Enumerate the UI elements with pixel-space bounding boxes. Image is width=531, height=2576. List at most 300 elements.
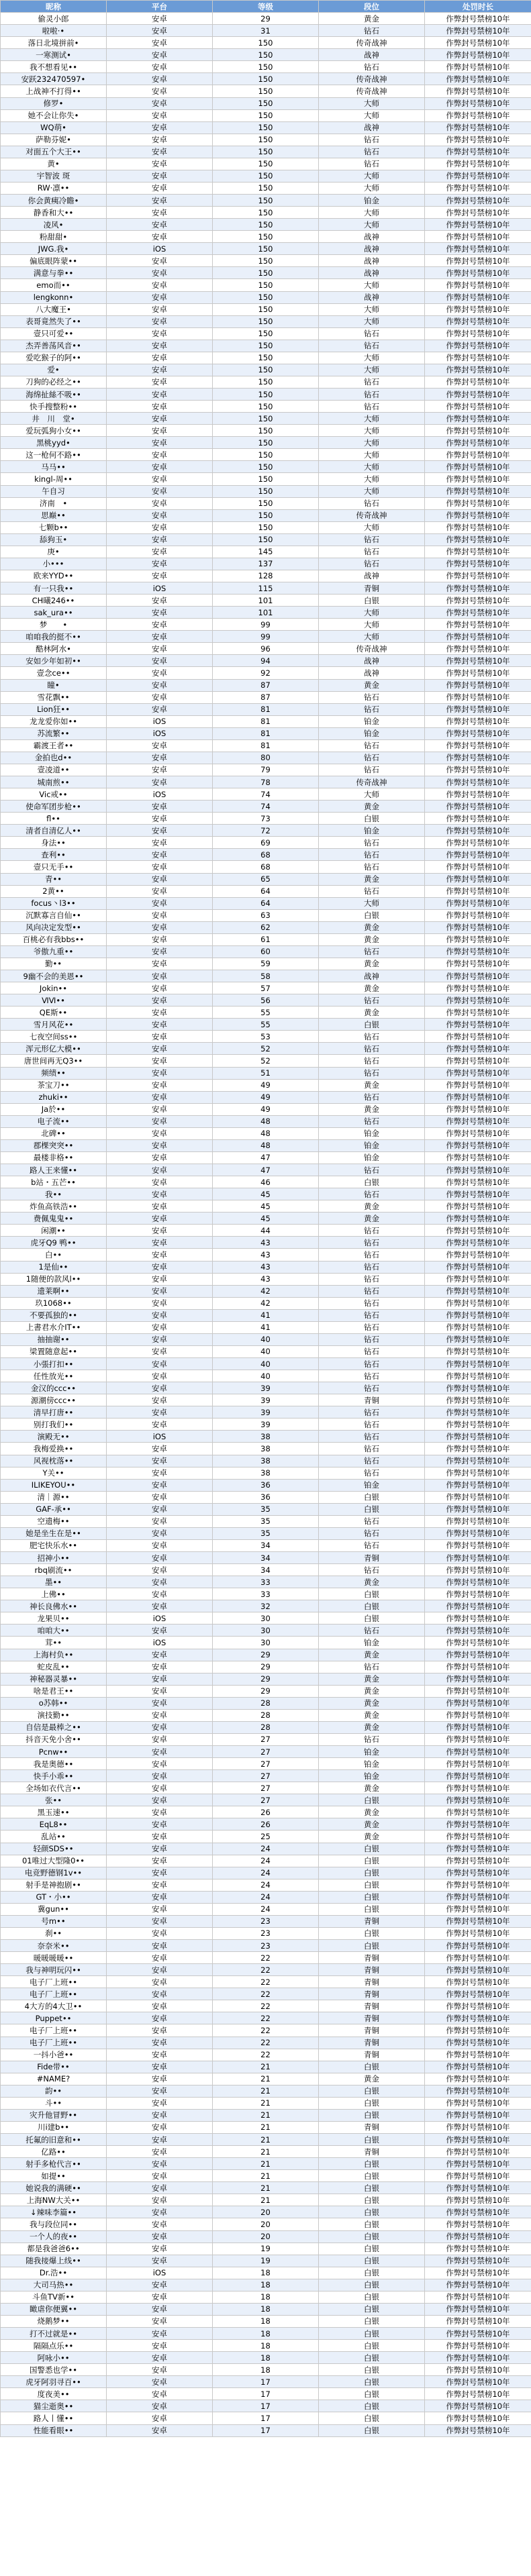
table-row bbox=[1, 776, 531, 788]
level-cell: 53 bbox=[213, 1031, 319, 1043]
rank-cell: 铂金 bbox=[319, 825, 425, 837]
penalty-cell: 作弊封号禁榜10年 bbox=[425, 873, 531, 885]
table-row bbox=[1, 933, 531, 945]
table-row bbox=[1, 1358, 531, 1370]
header-penalty: 处罚时长 bbox=[425, 1, 531, 13]
level-cell: 20 bbox=[213, 2206, 319, 2218]
table-row bbox=[1, 1903, 531, 1915]
table-row bbox=[1, 2194, 531, 2206]
rank-cell: 钻石 bbox=[319, 1345, 425, 1357]
nickname-cell: 修罗• bbox=[1, 97, 107, 109]
nickname-cell: GAF-承•• bbox=[1, 1503, 107, 1515]
rank-cell: 黄金 bbox=[319, 1103, 425, 1115]
platform-cell: 安卓 bbox=[107, 1055, 213, 1067]
platform-cell: 安卓 bbox=[107, 1976, 213, 1988]
nickname-cell: 安如少年如初•• bbox=[1, 655, 107, 667]
table-row bbox=[1, 727, 531, 739]
rank-cell: 黄金 bbox=[319, 921, 425, 933]
platform-cell: 安卓 bbox=[107, 739, 213, 752]
level-cell: 18 bbox=[213, 2315, 319, 2327]
table-row bbox=[1, 1188, 531, 1200]
platform-cell: 安卓 bbox=[107, 1297, 213, 1309]
level-cell: 73 bbox=[213, 813, 319, 825]
penalty-cell: 作弊封号禁榜10年 bbox=[425, 497, 531, 509]
rank-cell: 大师 bbox=[319, 425, 425, 437]
penalty-cell: 作弊封号禁榜10年 bbox=[425, 921, 531, 933]
penalty-cell: 作弊封号禁榜10年 bbox=[425, 1443, 531, 1455]
rank-cell: 大师 bbox=[319, 473, 425, 485]
penalty-cell: 作弊封号禁榜10年 bbox=[425, 121, 531, 134]
nickname-cell: 霸渡王者•• bbox=[1, 739, 107, 752]
nickname-cell: 空遗梅•• bbox=[1, 1515, 107, 1527]
nickname-cell: 演殿无•• bbox=[1, 1431, 107, 1443]
penalty-cell: 作弊封号禁榜10年 bbox=[425, 1915, 531, 1927]
level-cell: 39 bbox=[213, 1382, 319, 1394]
rank-cell: 白银 bbox=[319, 2412, 425, 2424]
platform-cell: 安卓 bbox=[107, 219, 213, 231]
table-row bbox=[1, 1431, 531, 1443]
level-cell: 27 bbox=[213, 1733, 319, 1745]
level-cell: 24 bbox=[213, 1867, 319, 1879]
nickname-cell: 度夜美•• bbox=[1, 2388, 107, 2400]
platform-cell: 安卓 bbox=[107, 1103, 213, 1115]
platform-cell: 安卓 bbox=[107, 1673, 213, 1685]
rank-cell: 钻石 bbox=[319, 1273, 425, 1285]
platform-cell: 安卓 bbox=[107, 909, 213, 921]
platform-cell: 安卓 bbox=[107, 327, 213, 340]
platform-cell: 安卓 bbox=[107, 2194, 213, 2206]
platform-cell: 安卓 bbox=[107, 437, 213, 449]
platform-cell: 安卓 bbox=[107, 182, 213, 194]
platform-cell: 安卓 bbox=[107, 1564, 213, 1576]
penalty-cell: 作弊封号禁榜10年 bbox=[425, 1539, 531, 1551]
rank-cell: 白银 bbox=[319, 1927, 425, 1939]
nickname-cell: 雪月风花•• bbox=[1, 1019, 107, 1031]
platform-cell: 安卓 bbox=[107, 389, 213, 401]
nickname-cell: emo而•• bbox=[1, 279, 107, 291]
penalty-cell: 作弊封号禁榜10年 bbox=[425, 764, 531, 776]
nickname-cell: 爱玩弧狗小女•• bbox=[1, 425, 107, 437]
rank-cell: 钻石 bbox=[319, 1370, 425, 1382]
penalty-cell: 作弊封号禁榜10年 bbox=[425, 509, 531, 521]
table-row bbox=[1, 1552, 531, 1564]
rank-cell: 青铜 bbox=[319, 2024, 425, 2037]
platform-cell: 安卓 bbox=[107, 207, 213, 219]
nickname-cell: 抖音天免小舍•• bbox=[1, 1733, 107, 1745]
platform-cell: 安卓 bbox=[107, 1479, 213, 1491]
platform-cell: 安卓 bbox=[107, 970, 213, 982]
level-cell: 49 bbox=[213, 1103, 319, 1115]
level-cell: 35 bbox=[213, 1503, 319, 1515]
penalty-cell: 作弊封号禁榜10年 bbox=[425, 1564, 531, 1576]
level-cell: 87 bbox=[213, 679, 319, 691]
rank-cell: 钻石 bbox=[319, 1164, 425, 1176]
rank-cell: 钻石 bbox=[319, 61, 425, 73]
nickname-cell: Pcnw•• bbox=[1, 1746, 107, 1758]
rank-cell: 钻石 bbox=[319, 158, 425, 170]
table-row bbox=[1, 461, 531, 473]
platform-cell: 安卓 bbox=[107, 2291, 213, 2303]
nickname-cell: 我与段位同•• bbox=[1, 2218, 107, 2230]
table-row bbox=[1, 1685, 531, 1697]
penalty-cell: 作弊封号禁榜10年 bbox=[425, 667, 531, 679]
table-row bbox=[1, 121, 531, 134]
platform-cell: 安卓 bbox=[107, 776, 213, 788]
platform-cell: 安卓 bbox=[107, 619, 213, 631]
table-row bbox=[1, 703, 531, 715]
rank-cell: 大师 bbox=[319, 109, 425, 121]
rank-cell: 钻石 bbox=[319, 1237, 425, 1249]
level-cell: 81 bbox=[213, 703, 319, 715]
table-row bbox=[1, 1721, 531, 1733]
platform-cell: 安卓 bbox=[107, 158, 213, 170]
platform-cell: 安卓 bbox=[107, 2230, 213, 2243]
rank-cell: 钻石 bbox=[319, 401, 425, 413]
penalty-cell: 作弊封号禁榜10年 bbox=[425, 607, 531, 619]
rank-cell: 战神 bbox=[319, 255, 425, 267]
nickname-cell: 上海NW大关•• bbox=[1, 2194, 107, 2206]
nickname-cell: kingl-周•• bbox=[1, 473, 107, 485]
nickname-cell: 01唯过大型隆0•• bbox=[1, 1855, 107, 1867]
rank-cell: 战神 bbox=[319, 570, 425, 582]
rank-cell: 白银 bbox=[319, 1019, 425, 1031]
platform-cell: 安卓 bbox=[107, 679, 213, 691]
nickname-cell: 遗莱啊•• bbox=[1, 1285, 107, 1297]
level-cell: 28 bbox=[213, 1721, 319, 1733]
rank-cell: 大师 bbox=[319, 207, 425, 219]
rank-cell: 钻石 bbox=[319, 994, 425, 1007]
rank-cell: 白银 bbox=[319, 1867, 425, 1879]
level-cell: 44 bbox=[213, 1225, 319, 1237]
table-row bbox=[1, 2388, 531, 2400]
penalty-cell: 作弊封号禁榜10年 bbox=[425, 1091, 531, 1103]
rank-cell: 青铜 bbox=[319, 582, 425, 595]
platform-cell: 安卓 bbox=[107, 570, 213, 582]
penalty-cell: 作弊封号禁榜10年 bbox=[425, 1806, 531, 1818]
level-cell: 28 bbox=[213, 1697, 319, 1709]
table-row bbox=[1, 1637, 531, 1649]
level-cell: 55 bbox=[213, 1007, 319, 1019]
rank-cell: 钻石 bbox=[319, 1625, 425, 1637]
rank-cell: 大师 bbox=[319, 97, 425, 109]
nickname-cell: 唐世间再无Q3•• bbox=[1, 1055, 107, 1067]
platform-cell: 安卓 bbox=[107, 1394, 213, 1406]
table-row bbox=[1, 1988, 531, 2000]
level-cell: 21 bbox=[213, 2158, 319, 2170]
table-row bbox=[1, 2012, 531, 2024]
table-row bbox=[1, 97, 531, 109]
nickname-cell: 路人丨懂•• bbox=[1, 2412, 107, 2424]
level-cell: 38 bbox=[213, 1455, 319, 1467]
penalty-cell: 作弊封号禁榜10年 bbox=[425, 2255, 531, 2267]
platform-cell: 安卓 bbox=[107, 1721, 213, 1733]
level-cell: 27 bbox=[213, 1758, 319, 1770]
penalty-cell: 作弊封号禁榜10年 bbox=[425, 109, 531, 121]
nickname-cell: 一寒测试• bbox=[1, 49, 107, 61]
level-cell: 21 bbox=[213, 2073, 319, 2085]
header-row bbox=[1, 1, 531, 13]
level-cell: 23 bbox=[213, 1940, 319, 1952]
rank-cell: 青铜 bbox=[319, 1394, 425, 1406]
rank-cell: 白银 bbox=[319, 1879, 425, 1891]
nickname-cell: 自信是最棒之•• bbox=[1, 1721, 107, 1733]
table-row bbox=[1, 73, 531, 85]
table-row bbox=[1, 1600, 531, 1612]
platform-cell: 安卓 bbox=[107, 1200, 213, 1213]
penalty-cell: 作弊封号禁榜10年 bbox=[425, 1455, 531, 1467]
rank-cell: 大师 bbox=[319, 219, 425, 231]
penalty-cell: 作弊封号禁榜10年 bbox=[425, 1321, 531, 1333]
level-cell: 55 bbox=[213, 1019, 319, 1031]
level-cell: 18 bbox=[213, 2279, 319, 2291]
penalty-cell: 作弊封号禁榜10年 bbox=[425, 2061, 531, 2073]
level-cell: 45 bbox=[213, 1200, 319, 1213]
level-cell: 21 bbox=[213, 2109, 319, 2121]
table-row bbox=[1, 619, 531, 631]
level-cell: 99 bbox=[213, 619, 319, 631]
platform-cell: 安卓 bbox=[107, 1588, 213, 1600]
table-row bbox=[1, 739, 531, 752]
nickname-cell: 瞰虐你便翼•• bbox=[1, 2303, 107, 2315]
platform-cell: 安卓 bbox=[107, 1867, 213, 1879]
penalty-cell: 作弊封号禁榜10年 bbox=[425, 1976, 531, 1988]
penalty-cell: 作弊封号禁榜10年 bbox=[425, 291, 531, 303]
nickname-cell: 射手是神抱剧•• bbox=[1, 1879, 107, 1891]
level-cell: 33 bbox=[213, 1588, 319, 1600]
level-cell: 150 bbox=[213, 85, 319, 97]
nickname-cell: 粉甜甜• bbox=[1, 231, 107, 243]
penalty-cell: 作弊封号禁榜10年 bbox=[425, 933, 531, 945]
table-row bbox=[1, 2206, 531, 2218]
platform-cell: 安卓 bbox=[107, 1333, 213, 1345]
level-cell: 79 bbox=[213, 764, 319, 776]
nickname-cell: 任性放光•• bbox=[1, 1370, 107, 1382]
platform-cell: 安卓 bbox=[107, 1261, 213, 1273]
table-row bbox=[1, 134, 531, 146]
rank-cell: 白银 bbox=[319, 2085, 425, 2097]
rank-cell: 白银 bbox=[319, 1176, 425, 1188]
rank-cell: 传奇战神 bbox=[319, 37, 425, 49]
penalty-cell: 作弊封号禁榜10年 bbox=[425, 85, 531, 97]
platform-cell: 安卓 bbox=[107, 1903, 213, 1915]
penalty-cell: 作弊封号禁榜10年 bbox=[425, 1697, 531, 1709]
platform-cell: 安卓 bbox=[107, 376, 213, 388]
level-cell: 150 bbox=[213, 425, 319, 437]
platform-cell: 安卓 bbox=[107, 1467, 213, 1479]
nickname-cell: 满意与拳•• bbox=[1, 267, 107, 279]
nickname-cell: zhuki•• bbox=[1, 1091, 107, 1103]
nickname-cell: 斗•• bbox=[1, 2097, 107, 2109]
nickname-cell: 有一只我•• bbox=[1, 582, 107, 595]
penalty-cell: 作弊封号禁榜10年 bbox=[425, 2328, 531, 2340]
nickname-cell: 这一枪何不路•• bbox=[1, 449, 107, 461]
level-cell: 150 bbox=[213, 207, 319, 219]
level-cell: 150 bbox=[213, 389, 319, 401]
penalty-cell: 作弊封号禁榜10年 bbox=[425, 1164, 531, 1176]
table-row bbox=[1, 1467, 531, 1479]
platform-cell: 安卓 bbox=[107, 340, 213, 352]
nickname-cell: Dr.浩•• bbox=[1, 2267, 107, 2279]
nickname-cell: focus丶l3•• bbox=[1, 897, 107, 909]
level-cell: 99 bbox=[213, 631, 319, 643]
level-cell: 81 bbox=[213, 715, 319, 727]
nickname-cell: 郡棵突突•• bbox=[1, 1139, 107, 1151]
table-row bbox=[1, 1043, 531, 1055]
platform-cell: 安卓 bbox=[107, 1273, 213, 1285]
table-row bbox=[1, 1527, 531, 1539]
penalty-cell: 作弊封号禁榜10年 bbox=[425, 958, 531, 970]
level-cell: 115 bbox=[213, 582, 319, 595]
nickname-cell: 小••• bbox=[1, 558, 107, 570]
rank-cell: 钻石 bbox=[319, 1225, 425, 1237]
rank-cell: 钻石 bbox=[319, 546, 425, 558]
nickname-cell: 源潮傍ccc•• bbox=[1, 1394, 107, 1406]
rank-cell: 白银 bbox=[319, 1612, 425, 1625]
nickname-cell: 壹只可爱•• bbox=[1, 327, 107, 340]
nickname-cell: 浑元形亿大模•• bbox=[1, 1043, 107, 1055]
penalty-cell: 作弊封号禁榜10年 bbox=[425, 2085, 531, 2097]
table-row bbox=[1, 1067, 531, 1079]
rank-cell: 钻石 bbox=[319, 1382, 425, 1394]
platform-cell: 安卓 bbox=[107, 170, 213, 182]
platform-cell: 安卓 bbox=[107, 2412, 213, 2424]
rank-cell: 白银 bbox=[319, 2097, 425, 2109]
penalty-cell: 作弊封号禁榜10年 bbox=[425, 2158, 531, 2170]
nickname-cell: 玖1068•• bbox=[1, 1297, 107, 1309]
platform-cell: 安卓 bbox=[107, 2134, 213, 2146]
penalty-cell: 作弊封号禁榜10年 bbox=[425, 2121, 531, 2133]
nickname-cell: 落日北境拼前• bbox=[1, 37, 107, 49]
penalty-cell: 作弊封号禁榜10年 bbox=[425, 1139, 531, 1151]
platform-cell: 安卓 bbox=[107, 1043, 213, 1055]
level-cell: 27 bbox=[213, 1746, 319, 1758]
nickname-cell: 茶宝刀•• bbox=[1, 1079, 107, 1091]
penalty-cell: 作弊封号禁榜10年 bbox=[425, 1151, 531, 1164]
penalty-cell: 作弊封号禁榜10年 bbox=[425, 1115, 531, 1127]
platform-cell: 安卓 bbox=[107, 364, 213, 376]
nickname-cell: 刹•• bbox=[1, 1927, 107, 1939]
nickname-cell: 欧来YYD•• bbox=[1, 570, 107, 582]
platform-cell: 安卓 bbox=[107, 2328, 213, 2340]
penalty-cell: 作弊封号禁榜10年 bbox=[425, 945, 531, 958]
table-row bbox=[1, 1806, 531, 1818]
rank-cell: 黄金 bbox=[319, 1200, 425, 1213]
platform-cell: 安卓 bbox=[107, 1515, 213, 1527]
penalty-cell: 作弊封号禁榜10年 bbox=[425, 2279, 531, 2291]
platform-cell: 安卓 bbox=[107, 764, 213, 776]
rank-cell: 白银 bbox=[319, 1855, 425, 1867]
level-cell: 30 bbox=[213, 1625, 319, 1637]
penalty-cell: 作弊封号禁榜10年 bbox=[425, 2170, 531, 2182]
rank-cell: 黄金 bbox=[319, 679, 425, 691]
penalty-cell: 作弊封号禁榜10年 bbox=[425, 340, 531, 352]
table-row bbox=[1, 1758, 531, 1770]
table-row bbox=[1, 1455, 531, 1467]
platform-cell: iOS bbox=[107, 243, 213, 255]
nickname-cell: 黑玉速•• bbox=[1, 1806, 107, 1818]
table-row bbox=[1, 1625, 531, 1637]
level-cell: 150 bbox=[213, 37, 319, 49]
platform-cell: 安卓 bbox=[107, 352, 213, 364]
platform-cell: iOS bbox=[107, 2267, 213, 2279]
nickname-cell: CH曦246•• bbox=[1, 595, 107, 607]
level-cell: 150 bbox=[213, 134, 319, 146]
nickname-cell: 不要孤独的•• bbox=[1, 1309, 107, 1321]
table-row bbox=[1, 715, 531, 727]
table-row bbox=[1, 1927, 531, 1939]
nickname-cell: 表哥竟然失了•• bbox=[1, 315, 107, 327]
platform-cell: 安卓 bbox=[107, 497, 213, 509]
penalty-cell: 作弊封号禁榜10年 bbox=[425, 1019, 531, 1031]
rank-cell: 黄金 bbox=[319, 1576, 425, 1588]
platform-cell: 安卓 bbox=[107, 897, 213, 909]
rank-cell: 铂金 bbox=[319, 1746, 425, 1758]
penalty-cell: 作弊封号禁榜10年 bbox=[425, 207, 531, 219]
nickname-cell: 使命军团步枪•• bbox=[1, 801, 107, 813]
platform-cell: 安卓 bbox=[107, 1188, 213, 1200]
platform-cell: 安卓 bbox=[107, 595, 213, 607]
table-row bbox=[1, 413, 531, 425]
penalty-cell: 作弊封号禁榜10年 bbox=[425, 2109, 531, 2121]
rank-cell: 大师 bbox=[319, 521, 425, 533]
penalty-cell: 作弊封号禁榜10年 bbox=[425, 631, 531, 643]
level-cell: 40 bbox=[213, 1358, 319, 1370]
platform-cell: 安卓 bbox=[107, 1031, 213, 1043]
nickname-cell: 清｜源•• bbox=[1, 1491, 107, 1503]
table-row bbox=[1, 2315, 531, 2327]
table-row bbox=[1, 1345, 531, 1357]
platform-cell: 安卓 bbox=[107, 401, 213, 413]
penalty-cell: 作弊封号禁榜10年 bbox=[425, 2097, 531, 2109]
nickname-cell: ↓辣味李篇•• bbox=[1, 2206, 107, 2218]
platform-cell: 安卓 bbox=[107, 2315, 213, 2327]
penalty-cell: 作弊封号禁榜10年 bbox=[425, 1685, 531, 1697]
rank-cell: 白银 bbox=[319, 813, 425, 825]
platform-cell: 安卓 bbox=[107, 291, 213, 303]
rank-cell: 白银 bbox=[319, 2170, 425, 2182]
penalty-cell: 作弊封号禁榜10年 bbox=[425, 1394, 531, 1406]
platform-cell: 安卓 bbox=[107, 1019, 213, 1031]
nickname-cell: 轻颜SDS•• bbox=[1, 1843, 107, 1855]
level-cell: 17 bbox=[213, 2412, 319, 2424]
table-row bbox=[1, 1697, 531, 1709]
table-row bbox=[1, 1818, 531, 1831]
rank-cell: 钻石 bbox=[319, 764, 425, 776]
penalty-cell: 作弊封号禁榜10年 bbox=[425, 1273, 531, 1285]
table-row bbox=[1, 2049, 531, 2061]
nickname-cell: 招神小•• bbox=[1, 1552, 107, 1564]
level-cell: 17 bbox=[213, 2388, 319, 2400]
penalty-cell: 作弊封号禁榜10年 bbox=[425, 1007, 531, 1019]
level-cell: 21 bbox=[213, 2170, 319, 2182]
platform-cell: 安卓 bbox=[107, 1843, 213, 1855]
platform-cell: 安卓 bbox=[107, 97, 213, 109]
penalty-cell: 作弊封号禁榜10年 bbox=[425, 2134, 531, 2146]
penalty-cell: 作弊封号禁榜10年 bbox=[425, 461, 531, 473]
platform-cell: 安卓 bbox=[107, 1661, 213, 1673]
penalty-cell: 作弊封号禁榜10年 bbox=[425, 2146, 531, 2158]
penalty-cell: 作弊封号禁榜10年 bbox=[425, 425, 531, 437]
level-cell: 87 bbox=[213, 691, 319, 703]
rank-cell: 青铜 bbox=[319, 2000, 425, 2012]
rank-cell: 钻石 bbox=[319, 389, 425, 401]
penalty-cell: 作弊封号禁榜10年 bbox=[425, 1345, 531, 1357]
nickname-cell: 冀gun•• bbox=[1, 1903, 107, 1915]
nickname-cell: 国警悉也学•• bbox=[1, 2364, 107, 2376]
nickname-cell: 凌风• bbox=[1, 219, 107, 231]
table-row bbox=[1, 1515, 531, 1527]
table-row bbox=[1, 558, 531, 570]
